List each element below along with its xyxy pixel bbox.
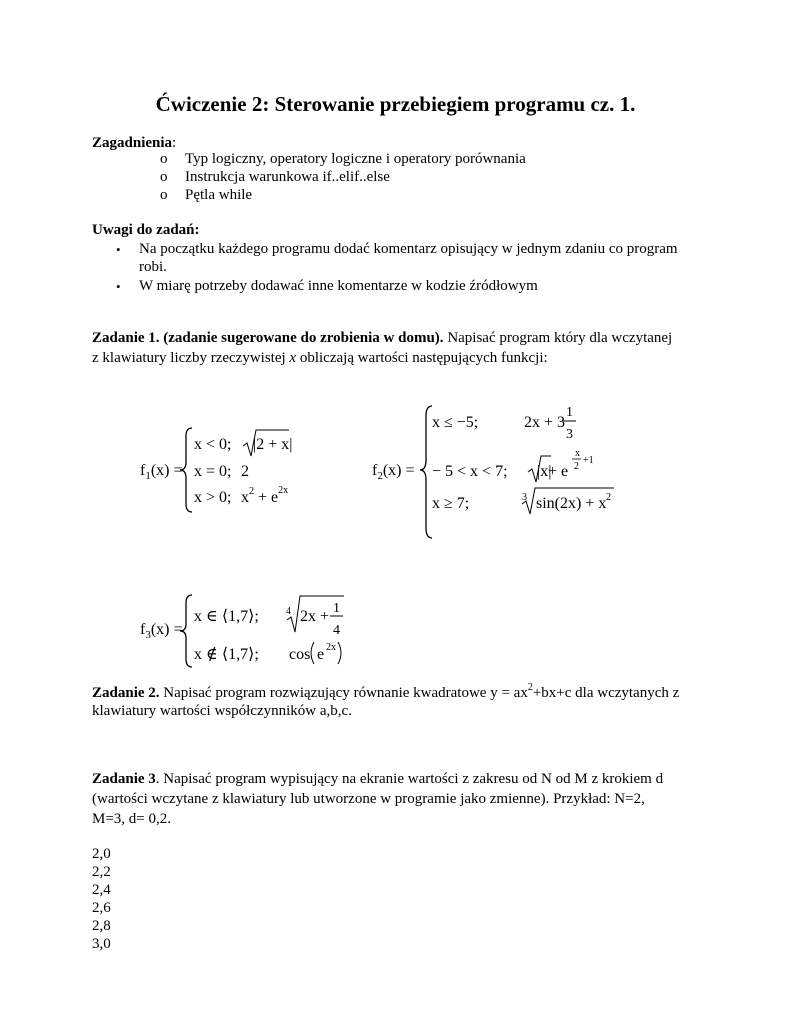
svg-text:sin(2x) + x: sin(2x) + x <box>536 495 607 512</box>
example-output-value: 2,8 <box>92 918 111 934</box>
svg-text:3: 3 <box>566 427 573 442</box>
example-output-value: 2,4 <box>92 882 111 898</box>
svg-text:x < 0;: x < 0; <box>194 436 232 453</box>
list-item: Na początku każdego programu dodać komentarz opisujący w jednym zdaniu co program <box>139 241 678 257</box>
page-title: Ćwiczenie 2: Sterowanie przebiegiem programu cz. 1. <box>155 92 636 116</box>
task3-line1: Zadanie 3. Napisać program wypisujący na ekranie wartości z zakresu od N od M z krokiem d <box>92 771 664 787</box>
svg-text:2x + 3: 2x + 3 <box>524 414 566 431</box>
svg-text:2x: 2x <box>326 642 336 653</box>
list-marker: • <box>116 242 121 257</box>
svg-text:+ e: + e <box>548 463 569 480</box>
svg-text:|x|: |x| <box>537 463 552 480</box>
list-item: Typ logiczny, operatory logiczne i operatory porównania <box>185 151 526 167</box>
svg-text:x > 0;: x > 0; <box>194 489 232 506</box>
list-item: Instrukcja warunkowa if..elif..else <box>185 169 390 185</box>
svg-text:1: 1 <box>566 405 573 420</box>
example-output-value: 2,6 <box>92 900 111 916</box>
list-marker: o <box>160 151 168 167</box>
topics-heading: Zagadnienia: <box>92 135 177 151</box>
svg-text:x ≥ 7;: x ≥ 7; <box>432 495 470 512</box>
svg-text:x: x <box>575 448 580 459</box>
list-item: W miarę potrzeby dodawać inne komentarze w kodzie źródłowym <box>139 278 538 294</box>
svg-text:3: 3 <box>522 492 527 503</box>
example-output-value: 3,0 <box>92 936 111 952</box>
task1-line2: z klawiatury liczby rzeczywistej x obliczają wartości następujących funkcji: <box>92 350 548 366</box>
svg-text:+1: +1 <box>583 455 594 466</box>
svg-text:2: 2 <box>606 492 611 503</box>
svg-text:x ∉ ⟨1,7⟩;: x ∉ ⟨1,7⟩; <box>194 646 259 663</box>
example-output-value: 2,2 <box>92 864 111 880</box>
svg-text:e: e <box>317 646 325 663</box>
example-output-value: 2,0 <box>92 846 111 862</box>
list-item-continuation: robi. <box>139 259 167 275</box>
list-marker: o <box>160 187 168 203</box>
svg-text:x ≤ −5;: x ≤ −5; <box>432 414 479 431</box>
list-item: Pętla while <box>185 187 253 203</box>
svg-text:4: 4 <box>333 623 340 638</box>
list-marker: o <box>160 169 168 185</box>
svg-text:f1(x) =: $f_1(x)$ = <box>140 462 183 482</box>
task2-line2: klawiatury wartości współczynników a,b,c. <box>92 703 352 719</box>
notes-heading: Uwagi do zadań: <box>92 222 200 238</box>
svg-text:|2 + x|: |2 + x| <box>253 436 293 453</box>
svg-text:f2(x) =: $f_2(x)$ = <box>372 462 415 482</box>
svg-text:cos: cos <box>289 646 311 663</box>
task1-line1: Zadanie 1. (zadanie sugerowane do zrobienia w domu). Napisać program który dla wczytanej <box>92 330 673 346</box>
svg-text:4: 4 <box>286 606 291 617</box>
svg-text:x = 0;: x = 0; <box>194 463 232 480</box>
task3-line3: M=3, d= 0,2. <box>92 811 172 827</box>
svg-text:2: 2 <box>241 463 249 480</box>
task3-line2: (wartości wczytane z klawiatury lub utworzone w programie jako zmienne). Przykład: N=2, <box>92 791 645 807</box>
svg-text:2: 2 <box>574 461 579 472</box>
svg-text:x2 + e2x: $x^2 + e^{2x}$ <box>241 485 289 506</box>
svg-text:− 5 < x < 7;: − 5 < x < 7; <box>432 463 508 480</box>
svg-text:1: 1 <box>333 601 340 616</box>
task2-line1: Zadanie 2. Napisać program rozwiązujący równanie kwadratowe $y = ax^2+bx+c$ dla wczytanych z <box>92 682 680 701</box>
list-marker: • <box>116 279 121 294</box>
svg-text:x ∈ ⟨1,7⟩;: x ∈ ⟨1,7⟩; <box>194 608 259 625</box>
svg-text:2x +: 2x + <box>300 608 330 625</box>
svg-text:f3(x) =: $f_3(x)$ = <box>140 621 183 641</box>
